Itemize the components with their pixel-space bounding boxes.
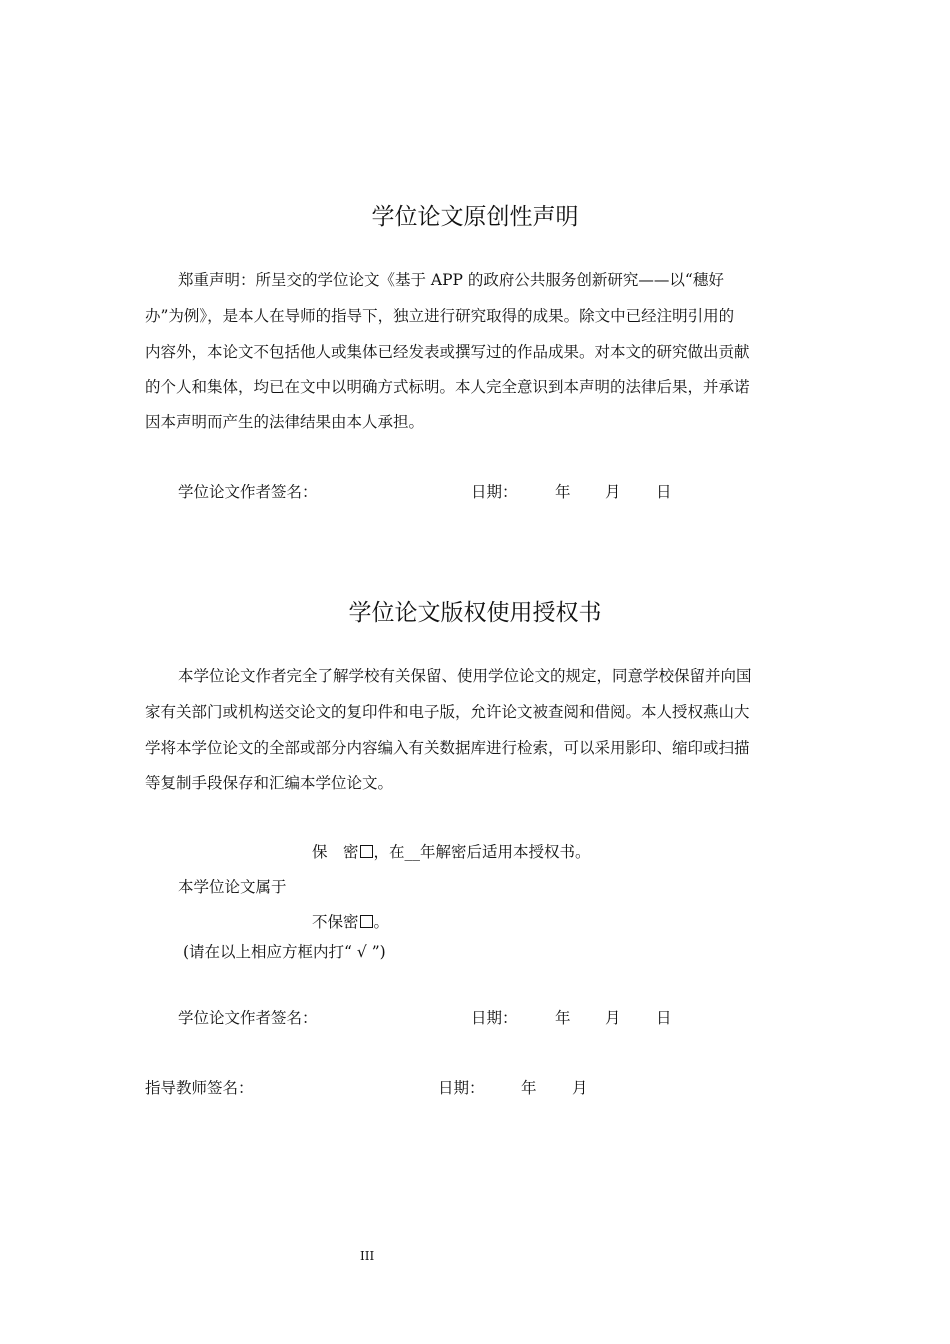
authorization-line-2: 家有关部门或机构送交论文的复印件和电子版，允许论文被查阅和借阅。本人授权燕山大 xyxy=(145,703,750,721)
non-secret-label: 不保密 xyxy=(312,913,359,931)
secret-suffix: ，在__年解密后适用本授权书。 xyxy=(373,843,591,861)
authorization-line-4: 等复制手段保存和汇编本学位论文。 xyxy=(145,774,394,792)
authorization-title: 学位论文版权使用授权书 xyxy=(348,600,602,626)
declaration-day: 日 xyxy=(656,483,672,501)
advisor-month: 月 xyxy=(572,1079,588,1097)
non-secret-checkbox[interactable] xyxy=(360,915,373,928)
declaration-line-4: 的个人和集体，均已在文中以明确方式标明。本人完全意识到本声明的法律后果，并承诺 xyxy=(145,378,750,396)
advisor-date-label: 日期： xyxy=(438,1079,485,1097)
author-day: 日 xyxy=(656,1009,672,1027)
belongs-label: 本学位论文属于 xyxy=(178,878,287,896)
author-signature-label: 学位论文作者签名： xyxy=(178,1009,318,1027)
page-number: III xyxy=(360,1249,375,1263)
declaration-signature-label: 学位论文作者签名： xyxy=(178,483,318,501)
author-year: 年 xyxy=(555,1009,571,1027)
declaration-line-3: 内容外，本论文不包括他人或集体已经发表或撰写过的作品成果。对本文的研究做出贡献 xyxy=(145,343,750,361)
secret-checkbox[interactable] xyxy=(360,845,373,858)
author-date-label: 日期： xyxy=(471,1009,518,1027)
non-secret-option xyxy=(312,910,389,932)
authorization-line-1: 本学位论文作者完全了解学校有关保留、使用学位论文的规定，同意学校保留并向国 xyxy=(178,667,752,685)
author-month: 月 xyxy=(605,1009,621,1027)
non-secret-suffix: 。 xyxy=(373,913,390,931)
secret-label: 保 密 xyxy=(312,843,359,861)
authorization-line-3: 学将本学位论文的全部或部分内容编入有关数据库进行检索，可以采用影印、缩印或扫描 xyxy=(145,739,750,757)
advisor-signature-label: 指导教师签名： xyxy=(145,1079,254,1097)
secret-option xyxy=(312,840,591,862)
declaration-year: 年 xyxy=(555,483,571,501)
declaration-title: 学位论文原创性声明 xyxy=(371,204,579,230)
declaration-line-1: 郑重声明：所呈交的学位论文《基于 APP 的政府公共服务创新研究——以“穗好 xyxy=(178,271,724,289)
advisor-year: 年 xyxy=(521,1079,537,1097)
checkbox-instruction: (请在以上相应方框内打“ √ ”) xyxy=(183,943,386,961)
declaration-date-label: 日期： xyxy=(471,483,518,501)
declaration-line-2: 办”为例》，是本人在导师的指导下，独立进行研究取得的成果。除文中已经注明引用的 xyxy=(145,307,735,325)
declaration-month: 月 xyxy=(605,483,621,501)
declaration-line-5: 因本声明而产生的法律结果由本人承担。 xyxy=(145,413,425,431)
